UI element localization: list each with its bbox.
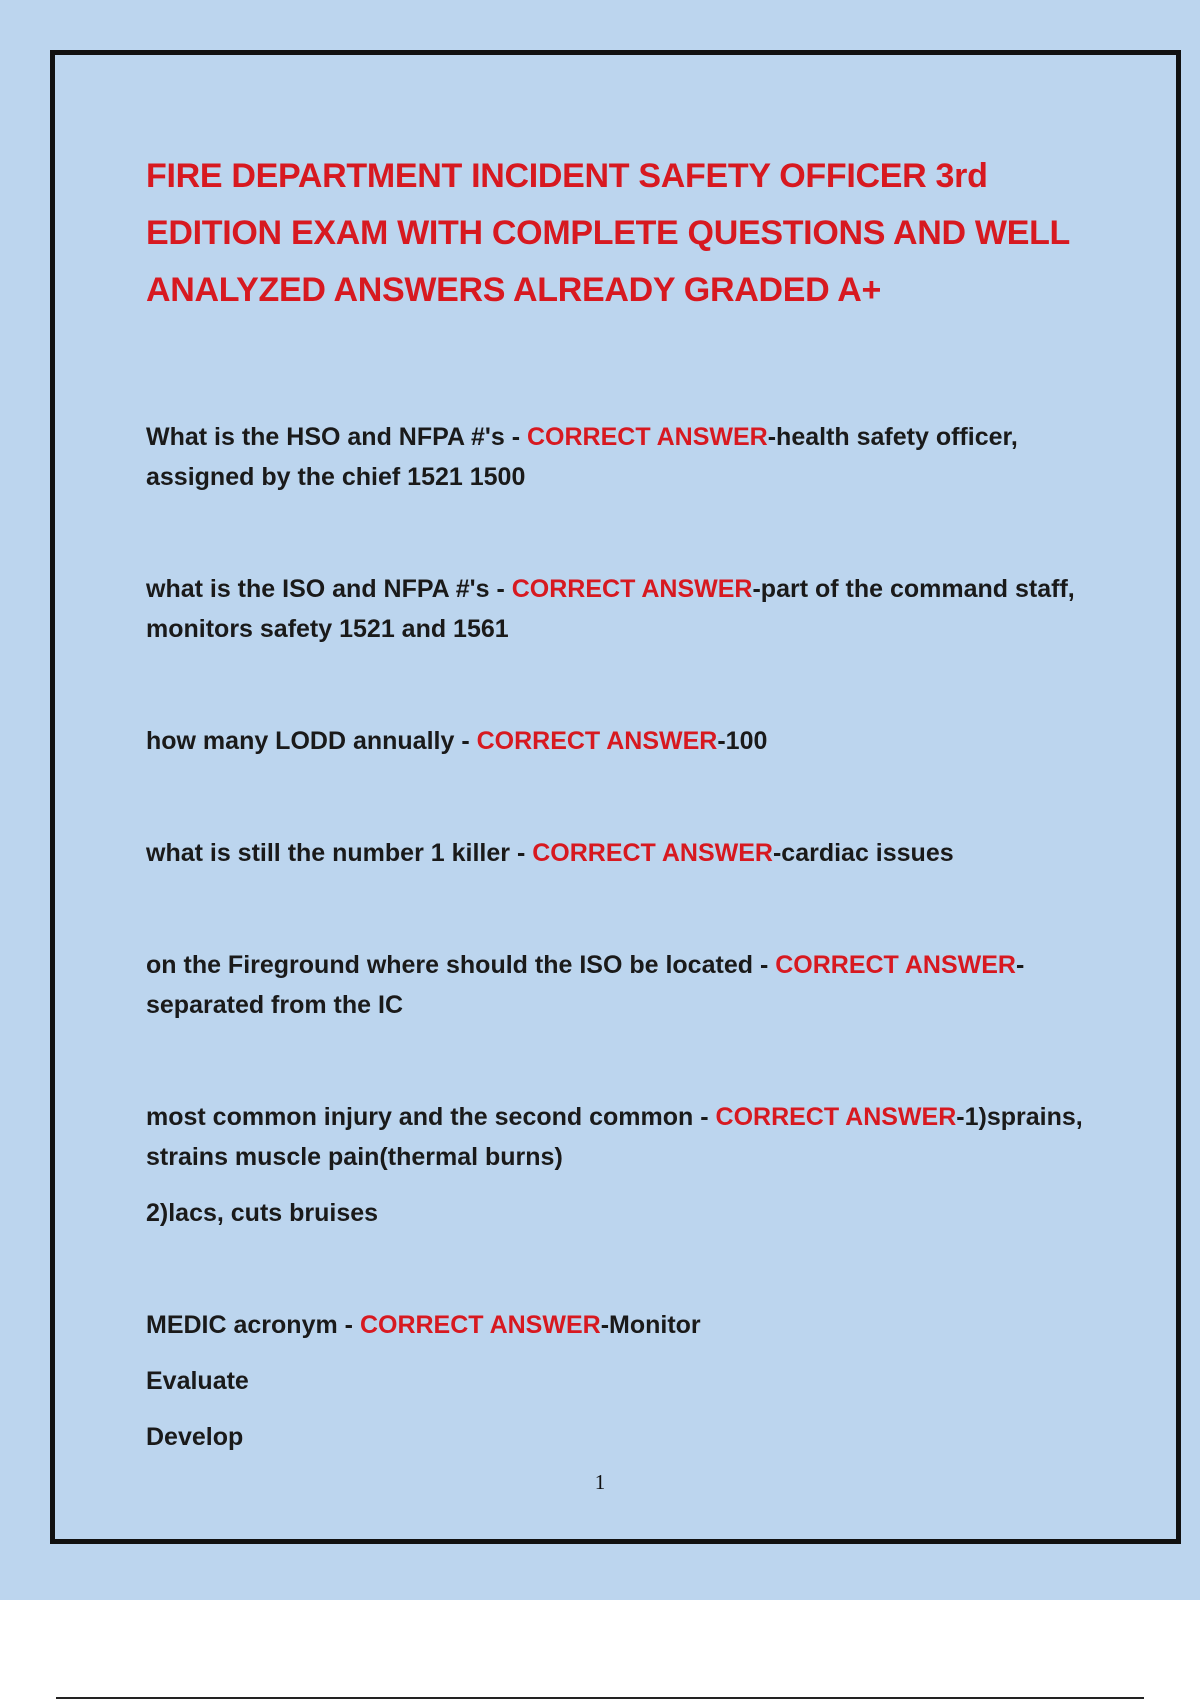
answer-text: -health safety officer, assigned by the chief 1521 1500 xyxy=(146,423,1018,491)
answer-text: -Monitor xyxy=(600,1311,701,1339)
page-number: 1 xyxy=(594,1470,606,1494)
qa-item xyxy=(146,1097,1096,1233)
question-text: What is the HSO and NFPA #'s xyxy=(146,423,505,451)
answer-text: -separated from the IC xyxy=(146,951,1025,1019)
qa-item xyxy=(146,417,1096,497)
correct-answer-tag: CORRECT ANSWER xyxy=(532,839,773,867)
correct-answer-tag: CORRECT ANSWER xyxy=(775,951,1016,979)
separator: - xyxy=(454,727,477,755)
question-text: most common injury and the second common xyxy=(146,1103,694,1131)
question-text: what is the ISO and NFPA #'s xyxy=(146,575,490,603)
correct-answer-tag: CORRECT ANSWER xyxy=(511,575,753,603)
correct-answer-tag: CORRECT ANSWER xyxy=(476,727,718,755)
question-text: how many LODD annually xyxy=(146,727,455,755)
correct-answer-tag: CORRECT ANSWER xyxy=(359,1311,601,1339)
question-text: on the Fireground where should the ISO be located xyxy=(146,951,753,979)
answer-extra-line: Evaluate xyxy=(146,1367,249,1395)
separator: - xyxy=(510,839,533,867)
answer-extra-line: 2)lacs, cuts bruises xyxy=(146,1199,379,1227)
qa-item xyxy=(146,569,1096,649)
separator: - xyxy=(504,423,527,451)
separator: - xyxy=(337,1311,360,1339)
answer-text: -100 xyxy=(717,727,768,755)
separator: - xyxy=(693,1103,716,1131)
document-title: FIRE DEPARTMENT INCIDENT SAFETY OFFICER 3rd EDITION EXAM WITH COMPLETE QUESTIONS AND WELL ANALYZED ANSWERS ALREADY GRADED A+ xyxy=(146,157,1070,309)
qa-item xyxy=(146,945,1096,1025)
correct-answer-tag: CORRECT ANSWER xyxy=(526,423,768,451)
qa-item xyxy=(146,1305,1096,1457)
question-text: MEDIC acronym xyxy=(146,1311,338,1339)
separator: - xyxy=(489,575,512,603)
bottom-divider xyxy=(56,1697,1144,1699)
answer-extra-line: Develop xyxy=(146,1423,244,1451)
qa-item xyxy=(146,721,1096,761)
qa-item xyxy=(146,833,1096,873)
separator: - xyxy=(753,951,776,979)
answer-text: -part of the command staff, monitors safety 1521 and 1561 xyxy=(146,575,1075,643)
answer-text: -cardiac issues xyxy=(772,839,954,867)
correct-answer-tag: CORRECT ANSWER xyxy=(715,1103,957,1131)
question-text: what is still the number 1 killer xyxy=(146,839,510,867)
answer-text: -1)sprains, strains muscle pain(thermal burns) xyxy=(146,1103,1083,1171)
document-content xyxy=(146,148,1096,1529)
